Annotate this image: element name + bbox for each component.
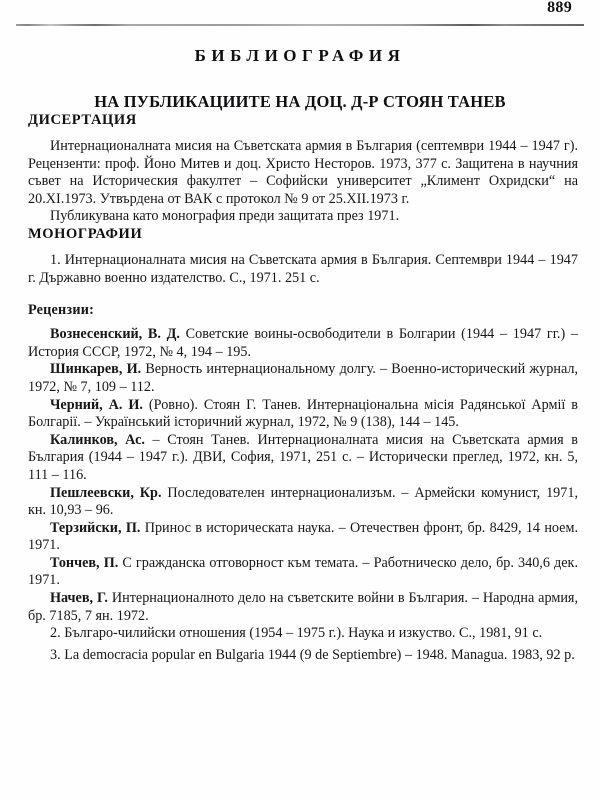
page-title: БИБЛИОГРАФИЯ	[194, 46, 406, 65]
header-rule	[16, 24, 584, 26]
list-item	[28, 397, 578, 432]
reviews-list	[28, 326, 578, 625]
monograph-item-2: 2. Българо-чилийски отношения (1954 – 1975 г.). Наука и изкуство. С., 1981, 91 с.	[50, 625, 543, 642]
reference-author: Начев, Г.	[50, 590, 108, 607]
reviews-label: Рецензии:	[28, 302, 94, 319]
dissertation-paragraph: Интернационалната мисия на Съветската армия в България (септември 1944 – 1947 г). Рецензенти: проф. Йоно Митев и доц. Христо Несторов. 1973, 377 с. Защитена в научния съвет на Историческия факултет – Софийски университет „Климент Охридски“ на 20.XI.1973. Утвърдена от ВАК с протокол № 9 от 25.XII.1973 г.	[28, 138, 578, 207]
reference-author: Вознесенский, В. Д.	[50, 326, 180, 343]
reference-text: (Ровно). Стоян Г. Танев. Интернаціональна місія Радянської Армії в Болгарії. – Український історичний журнал, 1972, № 9 (138), 144 – 145.	[28, 396, 579, 431]
reference-text: – Стоян Танев. Интернационалната мисия на Съветската армия в България (1944 – 1947 г.). ДВИ, София, 1971, 251 с. – Исторически преглед, 1972, кн. 5, 111 – 116.	[28, 431, 578, 483]
list-item	[28, 485, 578, 520]
reference-author: Шинкарев, И.	[50, 361, 142, 378]
reference-text: Принос в историческата наука. – Отечествен фронт, бр. 8429, 14 ноем. 1971.	[28, 519, 578, 554]
monograph-item-1: 1. Интернационалната мисия на Съветската армия в България. Септември 1944 – 1947 г. Държавно военно издателство. С., 1971. 251 с.	[28, 251, 578, 286]
list-item	[28, 520, 578, 555]
list-item	[28, 326, 578, 361]
section-heading-dissertation: ДИСЕРТАЦИЯ	[28, 112, 137, 128]
list-item	[28, 555, 578, 590]
text-column	[0, 112, 600, 664]
list-item	[28, 590, 578, 625]
reference-author: Тончев, П.	[50, 554, 119, 571]
reference-text: Интернационалното дело на съветските войни в България. – Народна армия, бр. 7185, 7 ян. 1972.	[28, 590, 579, 624]
reference-text: С гражданска отговорност към темата. – Работническо дело, бр. 340,6 дек. 1971.	[28, 554, 578, 589]
reference-author: Пешлеевски, Кр.	[50, 484, 162, 501]
reference-text: Верность интернациональному долгу. – Военно-исторический журнал, 1972, № 7, 109 – 112.	[28, 361, 578, 395]
section-heading-monographs: МОНОГРАФИИ	[28, 225, 143, 242]
page-subtitle: НА ПУБЛИКАЦИИТЕ НА ДОЦ. Д-Р СТОЯН ТАНЕВ	[94, 92, 506, 111]
reference-text: Советские воины-освободители в Болгарии (1944 – 1947 гг.) – История СССР, 1972, № 4, 194 – 195.	[28, 326, 578, 360]
dissertation-paragraph-2: Публикувана като монография преди защитата през 1971.	[50, 208, 400, 225]
running-head	[0, 0, 600, 30]
reference-author: Черний, А. И.	[50, 396, 143, 413]
page-number: 889	[547, 0, 572, 16]
reference-text: Последователен интернационализъм. – Армейски комунист, 1971, кн. 10,93 – 96.	[28, 484, 578, 519]
reference-author: Терзийски, П.	[50, 519, 141, 536]
list-item	[28, 361, 578, 396]
monograph-item-3: 3. La democracia popular en Bulgaria 1944 (9 de Septiembre) – 1948. Managua. 1983, 92 p.	[50, 646, 575, 663]
reference-author: Калинков, Ас.	[50, 431, 145, 448]
list-item	[28, 432, 578, 485]
